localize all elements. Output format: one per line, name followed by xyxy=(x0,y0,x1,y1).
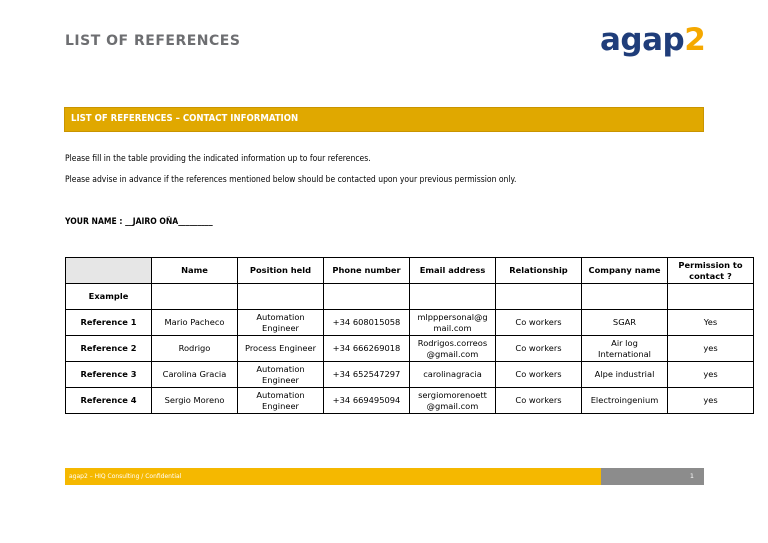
cell-phone: +34 669495094 xyxy=(324,388,410,414)
cell-company xyxy=(582,284,668,310)
instruction-line-2: Please advise in advance if the references mentioned below should be contacted upon your previous permission only. xyxy=(65,175,517,185)
cell-position: Automation Engineer xyxy=(238,310,324,336)
document-title: LIST OF REFERENCES xyxy=(65,33,241,49)
row-label: Reference 4 xyxy=(66,388,152,414)
cell-phone xyxy=(324,284,410,310)
cell-position: Automation Engineer xyxy=(238,362,324,388)
cell-permission: yes xyxy=(668,336,754,362)
table-row xyxy=(66,310,754,336)
cell-relationship: Co workers xyxy=(496,362,582,388)
header-cell-name: Name xyxy=(152,258,238,284)
cell-permission: yes xyxy=(668,362,754,388)
cell-permission xyxy=(668,284,754,310)
row-label: Reference 1 xyxy=(66,310,152,336)
header-cell-position: Position held xyxy=(238,258,324,284)
cell-name: Rodrigo xyxy=(152,336,238,362)
row-label: Reference 3 xyxy=(66,362,152,388)
cell-relationship: Co workers xyxy=(496,336,582,362)
footer-page-number: 1 xyxy=(601,468,704,485)
row-label: Example xyxy=(66,284,152,310)
references-table xyxy=(65,257,754,414)
cell-email: sergiomorenoett @gmail.com xyxy=(410,388,496,414)
section-title-bar: LIST OF REFERENCES – CONTACT INFORMATION xyxy=(64,107,704,132)
cell-permission: Yes xyxy=(668,310,754,336)
cell-permission: yes xyxy=(668,388,754,414)
your-name-field: YOUR NAME : __JAIRO OÑA_________ xyxy=(65,217,213,227)
logo-text: agap xyxy=(600,22,685,58)
logo-number: 2 xyxy=(684,22,706,58)
cell-email: Rodrigos.correos @gmail.com xyxy=(410,336,496,362)
cell-company: SGAR xyxy=(582,310,668,336)
agap2-logo xyxy=(600,22,705,58)
footer-bar: agap2 – HIQ Consulting / Confidential xyxy=(65,468,601,485)
cell-name xyxy=(152,284,238,310)
cell-phone: +34 608015058 xyxy=(324,310,410,336)
cell-company: Electroingenium xyxy=(582,388,668,414)
cell-email xyxy=(410,284,496,310)
cell-name: Carolina Gracia xyxy=(152,362,238,388)
header-cell-company: Company name xyxy=(582,258,668,284)
row-label: Reference 2 xyxy=(66,336,152,362)
table-header-row xyxy=(66,258,754,284)
table-row xyxy=(66,284,754,310)
cell-relationship: Co workers xyxy=(496,310,582,336)
table-row xyxy=(66,362,754,388)
header-cell-blank xyxy=(66,258,152,284)
table-row xyxy=(66,388,754,414)
cell-company: Alpe industrial xyxy=(582,362,668,388)
header-cell-phone: Phone number xyxy=(324,258,410,284)
cell-email: carolinagracia xyxy=(410,362,496,388)
cell-name: Mario Pacheco xyxy=(152,310,238,336)
cell-relationship xyxy=(496,284,582,310)
header-cell-permission: Permission to contact ? xyxy=(668,258,754,284)
cell-relationship: Co workers xyxy=(496,388,582,414)
cell-position: Automation Engineer xyxy=(238,388,324,414)
cell-name: Sergio Moreno xyxy=(152,388,238,414)
instruction-line-1: Please fill in the table providing the indicated information up to four references. xyxy=(65,154,371,164)
cell-company: Air log International xyxy=(582,336,668,362)
header-cell-email: Email address xyxy=(410,258,496,284)
table-row xyxy=(66,336,754,362)
cell-email: mlpppersonal@g mail.com xyxy=(410,310,496,336)
cell-position xyxy=(238,284,324,310)
cell-position: Process Engineer xyxy=(238,336,324,362)
header-cell-relationship: Relationship xyxy=(496,258,582,284)
cell-phone: +34 652547297 xyxy=(324,362,410,388)
cell-phone: +34 666269018 xyxy=(324,336,410,362)
